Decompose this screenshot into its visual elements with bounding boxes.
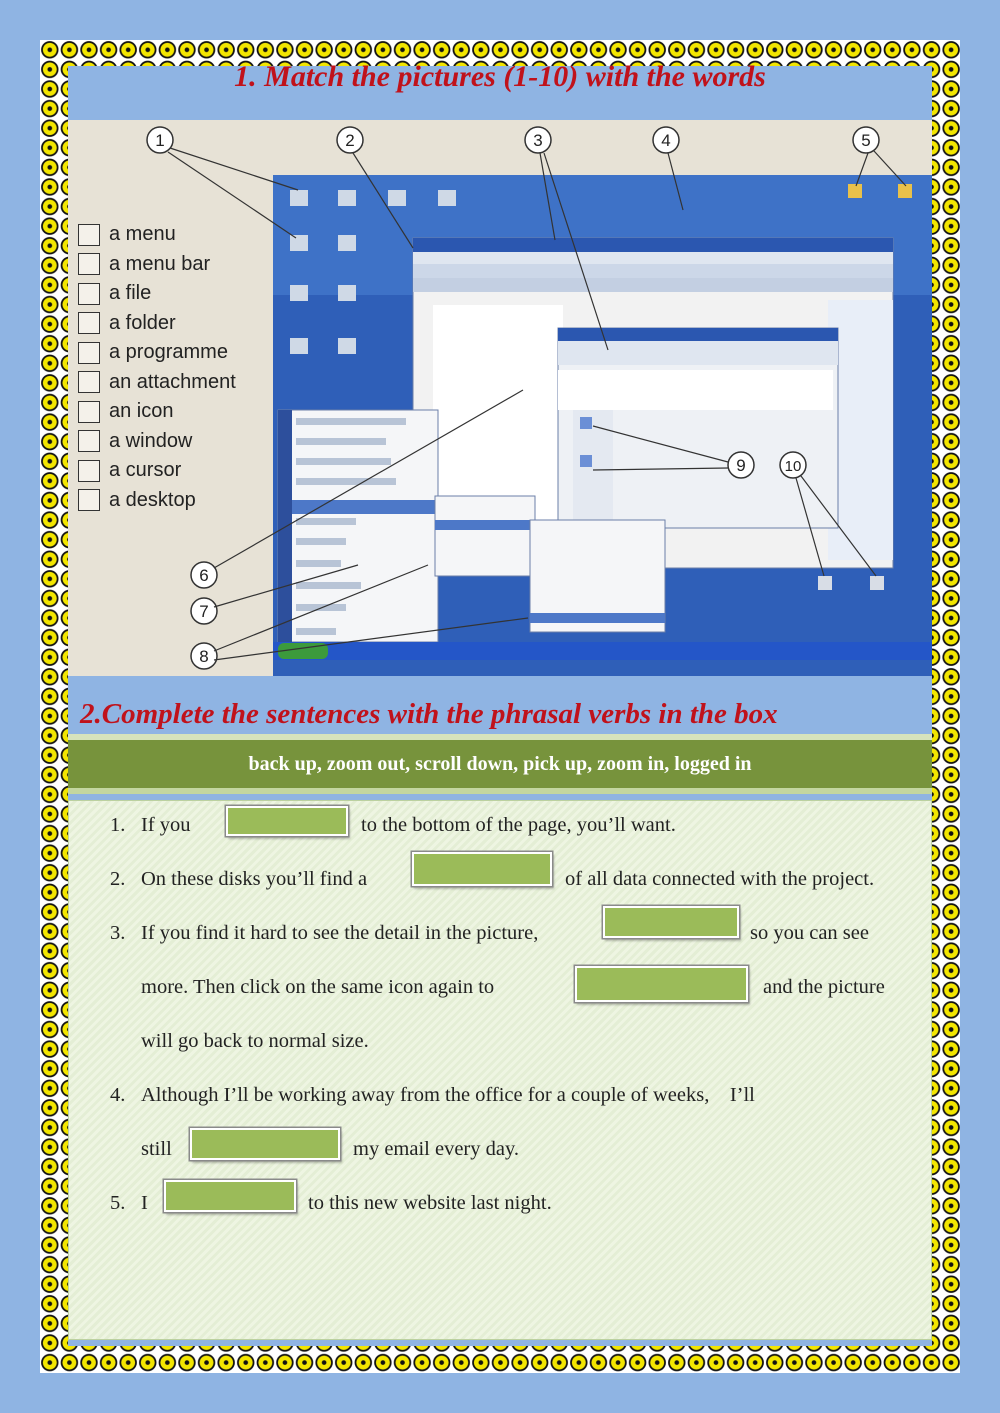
checklist-label: an attachment	[109, 370, 236, 393]
callout-7: 7	[199, 602, 209, 621]
checkbox[interactable]	[78, 430, 100, 452]
sentence-number: 1.	[110, 814, 126, 836]
checklist-item[interactable]	[78, 220, 236, 250]
sentence-text: to this new website last night.	[308, 1192, 552, 1214]
checklist-item[interactable]	[78, 486, 236, 516]
sentence-text: If you find it hard to see the detail in the picture,	[141, 922, 539, 944]
phrasal-verb-box	[68, 734, 932, 794]
sentence-text: Although I’ll be working away from the office for a couple of weeks, I’ll	[141, 1084, 755, 1106]
answer-blank-1[interactable]	[226, 806, 348, 836]
section1-title: 1. Match the pictures (1-10) with the words	[234, 60, 766, 93]
desktop-icon-shape	[290, 190, 308, 206]
sentence-text: to the bottom of the page, you’ll want.	[361, 814, 676, 836]
checklist-item[interactable]	[78, 309, 236, 339]
sentence-text: of all data connected with the project.	[565, 868, 875, 890]
answer-blank-2[interactable]	[412, 852, 552, 886]
checkbox[interactable]	[78, 401, 100, 423]
callout-4: 4	[661, 131, 671, 150]
answer-blank-3[interactable]	[603, 906, 739, 938]
checkbox[interactable]	[78, 342, 100, 364]
sentence-number: 3.	[110, 922, 126, 944]
sentence-text: more. Then click on the same icon again to	[141, 976, 495, 998]
sentence-text: so you can see	[750, 922, 869, 944]
sentence-number: 2.	[110, 868, 126, 890]
answer-blank-5[interactable]	[190, 1128, 340, 1160]
checkbox[interactable]	[78, 489, 100, 511]
sentence-number: 5.	[110, 1192, 126, 1214]
checklist-item[interactable]	[78, 338, 236, 368]
callout-2: 2	[345, 131, 355, 150]
checklist-item[interactable]	[78, 397, 236, 427]
callout-10: 10	[784, 458, 802, 475]
sentence-text: my email every day.	[353, 1138, 520, 1160]
checklist-label: a file	[109, 282, 152, 305]
sentence-text: will go back to normal size.	[141, 1030, 369, 1052]
checklist-item[interactable]	[78, 368, 236, 398]
checklist-label: a folder	[109, 311, 176, 334]
answer-blank-4[interactable]	[575, 966, 748, 1002]
checkbox[interactable]	[78, 224, 100, 246]
section2-title: 2.Complete the sentences with the phrasal verbs in the box	[80, 698, 778, 730]
desktop-screenshot-picture	[68, 120, 932, 676]
checkbox[interactable]	[78, 460, 100, 482]
checklist-item[interactable]	[78, 279, 236, 309]
sentence-text: If you	[141, 814, 191, 836]
checklist-item[interactable]	[78, 456, 236, 486]
checklist-label: a menu	[109, 223, 176, 246]
checklist-item[interactable]	[78, 250, 236, 280]
callout-6: 6	[199, 566, 209, 585]
checklist-label: a desktop	[109, 488, 196, 511]
callout-8: 8	[199, 647, 209, 666]
checkbox[interactable]	[78, 371, 100, 393]
checklist-label: a programme	[109, 341, 228, 364]
checklist-item[interactable]	[78, 427, 236, 457]
checkbox[interactable]	[78, 253, 100, 275]
checklist-label: an icon	[109, 400, 174, 423]
phrasal-verb-list: back up, zoom out, scroll down, pick up, zoom in, logged in	[248, 752, 752, 775]
checklist-label: a menu bar	[109, 252, 211, 275]
sentence-text: I	[141, 1192, 148, 1214]
checkbox[interactable]	[78, 283, 100, 305]
word-checklist	[78, 220, 236, 515]
callout-3: 3	[533, 131, 543, 150]
callout-9: 9	[736, 456, 746, 475]
checklist-label: a cursor	[109, 459, 182, 482]
sentence-text: still	[141, 1138, 172, 1160]
answer-blank-6[interactable]	[164, 1180, 296, 1212]
sentence-text: On these disks you’ll find a	[141, 868, 368, 890]
checklist-label: a window	[109, 429, 193, 452]
callout-5: 5	[861, 131, 871, 150]
checkbox[interactable]	[78, 312, 100, 334]
sentence-text: and the picture	[763, 976, 885, 998]
callout-1: 1	[155, 131, 165, 150]
sentence-number: 4.	[110, 1084, 126, 1106]
